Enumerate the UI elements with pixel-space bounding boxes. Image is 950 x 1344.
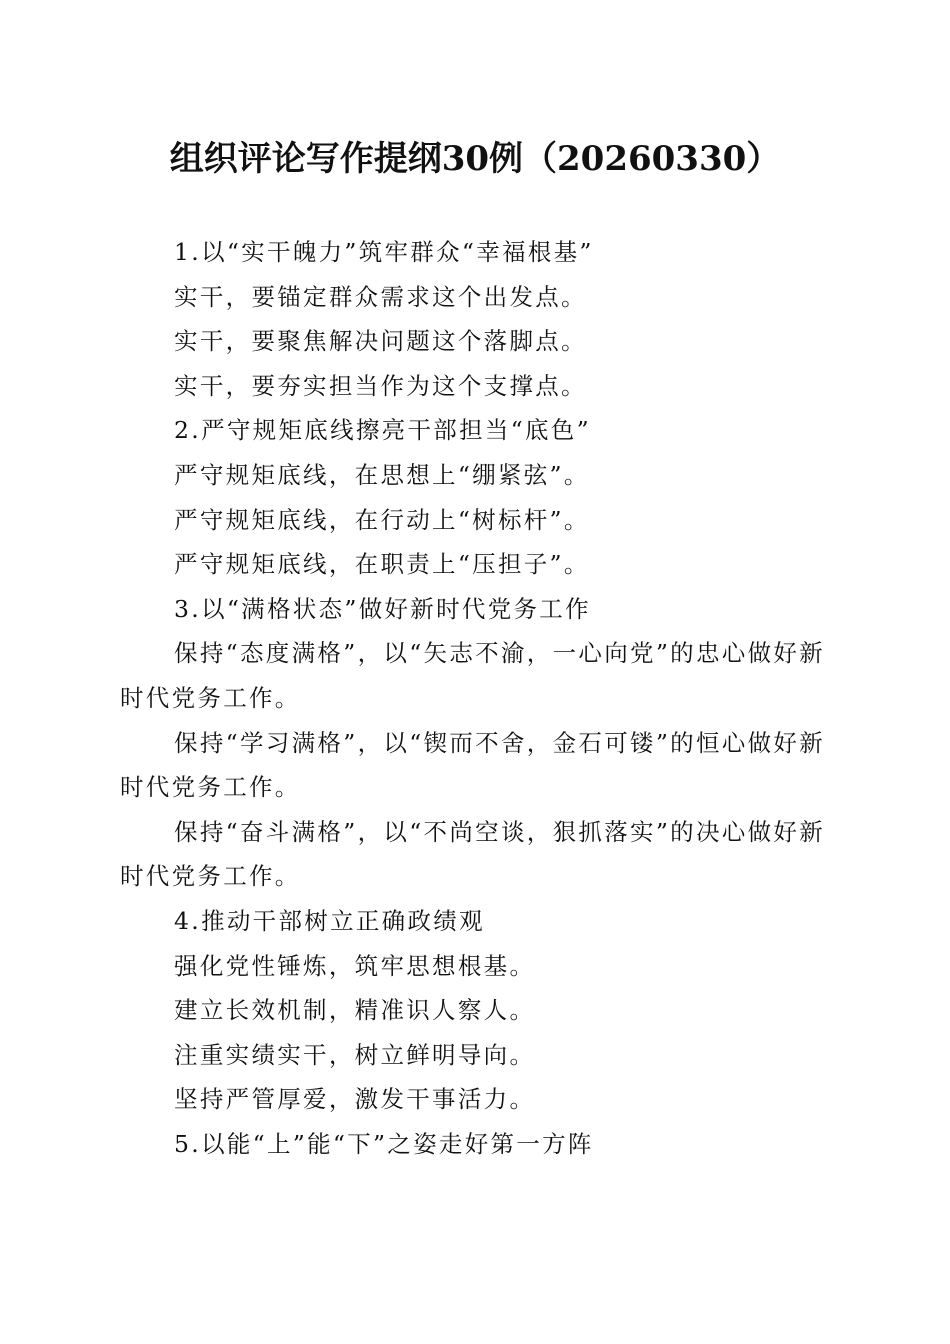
- heading-item-4: 4.推动干部树立正确政绩观: [174, 906, 485, 935]
- document-body: [120, 230, 825, 1166]
- paragraph: 严守规矩底线，在思想上“绷紧弦”。: [174, 460, 590, 489]
- paragraph: 实干，要夯实担当作为这个支撑点。: [174, 371, 587, 400]
- document-title: 组织评论写作提纲30例（20260330）: [169, 139, 781, 179]
- heading-item-5: 5.以能“上”能“下”之姿走好第一方阵: [174, 1129, 594, 1158]
- paragraph: 保持“态度满格”，以“矢志不渝，一心向党”的忠心做好新时代党务工作。: [120, 639, 825, 712]
- paragraph: 注重实绩实干，树立鲜明导向。: [174, 1040, 536, 1069]
- paragraph: 严守规矩底线，在行动上“树标杆”。: [174, 505, 590, 534]
- heading-item-2: 2.严守规矩底线擦亮干部担当“底色”: [174, 416, 591, 445]
- paragraph: 保持“学习满格”，以“锲而不舍，金石可镂”的恒心做好新时代党务工作。: [120, 728, 825, 802]
- paragraph: 坚持严管厚爱，激发干事活力。: [174, 1085, 536, 1114]
- paragraph: 实干，要锚定群众需求这个出发点。: [174, 282, 587, 311]
- paragraph: 严守规矩底线，在职责上“压担子”。: [174, 550, 590, 579]
- heading-item-3: 3.以“满格状态”做好新时代党务工作: [174, 594, 591, 623]
- paragraph: 建立长效机制，精准识人察人。: [174, 996, 536, 1025]
- paragraph: 实干，要聚焦解决问题这个落脚点。: [174, 327, 587, 356]
- paragraph: 保持“奋斗满格”，以“不尚空谈，狠抓落实”的决心做好新时代党务工作。: [120, 817, 825, 891]
- heading-item-1: 1.以“实干魄力”筑牢群众“幸福根基”: [174, 238, 594, 266]
- paragraph: 强化党性锤炼，筑牢思想根基。: [174, 951, 536, 980]
